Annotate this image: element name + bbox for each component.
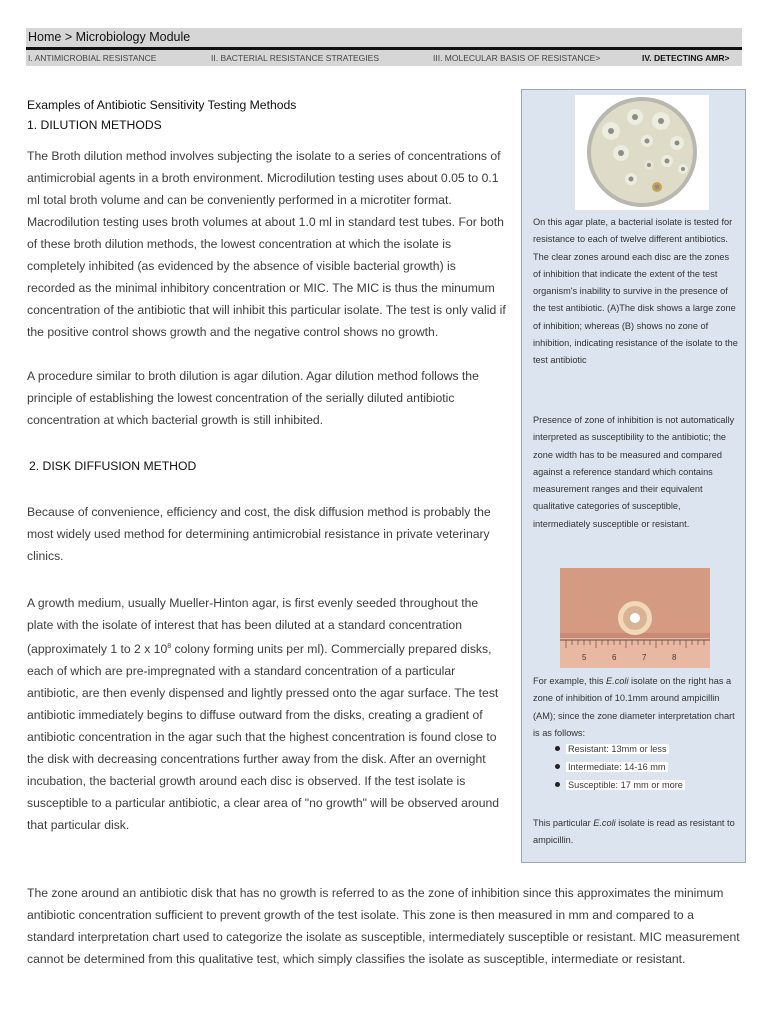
section-heading-dilution: 1. DILUTION METHODS <box>27 118 162 132</box>
ruler-label-7: 7 <box>642 653 647 662</box>
nav-detecting-amr[interactable]: IV. DETECTING AMR> <box>642 53 730 63</box>
sidebar-panel <box>521 89 746 863</box>
paragraph-broth-dilution: The Broth dilution method involves subjecting the isolate to a series of concentrations of antimicrobial agents in a broth environment. Microdilution testing uses about 0.05 to 0.1 ml total broth volume and can be conveniently performed in a microtiter format. Macrodilution testing uses broth volumes at about 1.0 ml in standard test tubes. For both of these broth dilution methods, the lowest concentration at which the isolate is completely inhibited (as evidenced by the absence of visible bacterial growth) is recorded as the minimal inhibitory concentration or MIC. The MIC is thus the minumum concentration of the antibiotic that will inhibit this particular isolate. The test is only valid if the positive control shows growth and the negative control shows no growth. <box>27 149 506 339</box>
list-item: Resistant: 13mm or less <box>555 740 739 758</box>
main-content <box>27 95 507 836</box>
section-nav <box>26 50 742 66</box>
breadcrumb[interactable]: Home > Microbiology Module <box>28 30 191 44</box>
caption-agar-plate: On this agar plate, a bacterial isolate is tested for resistance to each of twelve different antibiotics. The clear zones around each disc are the zones of inhibition that indicate the extent of the test organism's inability to survive in the presence of the test antibiotic. (A)The disk shows a large zone of inhibition; whereas (B) shows no zone of inhibition, indicating resistance of the isolate to the test antibiotic <box>533 217 738 366</box>
ecoli-zone-ruler-image <box>560 568 710 668</box>
paragraph-disk-convenience: Because of convenience, efficiency and cost, the disk diffusion method is probably the most widely used method for determining antimicrobial resistance in private veterinary clinics. <box>27 505 491 563</box>
list-item: Intermediate: 14-16 mm <box>555 758 739 776</box>
ruler-label-8: 8 <box>672 653 677 662</box>
caption-zone-interpretation: Presence of zone of inhibition is not automatically interpreted as susceptibility to the antibiotic; the zone width has to be measured and compared against a reference standard which contains measurement ranges and their equivalent qualitative categories of susceptible, intermediately susceptible or resistant. <box>533 415 735 529</box>
list-item: Susceptible: 17 mm or more <box>555 776 739 794</box>
nav-molecular-basis[interactable]: III. MOLECULAR BASIS OF RESISTANCE> <box>433 53 601 63</box>
section-heading-disk-diffusion: 2. DISK DIFFUSION METHOD <box>29 459 197 473</box>
interpretation-list <box>533 740 739 794</box>
ruler-label-6: 6 <box>612 653 617 662</box>
header-bar <box>26 28 742 48</box>
nav-antimicrobial-resistance[interactable]: I. ANTIMICROBIAL RESISTANCE <box>28 53 157 63</box>
paragraph-growth-medium: A growth medium, usually Mueller-Hinton agar, is first evenly seeded throughout the plate with the isolate of interest that has been diluted at a standard concentration (approximately 1 to 2 x $10^8$ colony forming units per ml). Commercially prepared disks, each of which are pre-impregnated with a standard concentration of a particular antibiotic, are then evenly dispensed and lightly pressed onto the agar surface. The test antibiotic immediately begins to diffuse outward from the disks, creating a gradient of antibiotic concentration in the agar such that the highest concentration is found close to the disk with decreasing concentrations further away from the disk. After an overnight incubation, the bacterial growth around each disc is observed. If the test isolate is susceptible to a particular antibiotic, a clear area of "no growth" will be observed around that particular disk. <box>27 596 500 833</box>
caption-ecoli-result: This particular E.coli isolate is read as resistant to ampicillin. <box>533 818 735 846</box>
paragraph-zone-of-inhibition: The zone around an antibiotic disk that has no growth is referred to as the zone of inhibition since this approximates the minimum antibiotic concentration sufficient to prevent growth of the test isolate. This zone is then measured in mm and compared to a standard interpretation chart used to categorize the isolate as susceptible, intermediately susceptible or resistant. MIC measurement cannot be determined from this qualitative test, which simply classifies the isolate as susceptible, intermediate or resistant. <box>27 886 740 966</box>
nav-bacterial-resistance-strategies[interactable]: II. BACTERIAL RESISTANCE STRATEGIES <box>211 53 379 63</box>
caption-ecoli-example: For example, this E.coli isolate on the right has a zone of inhibition of 10.1mm around ampicillin (AM); since the zone diameter interpretation chart is as follows: <box>533 676 735 738</box>
ruler-label-5: 5 <box>582 653 587 662</box>
page-title: Examples of Antibiotic Sensitivity Testing Methods <box>27 98 297 112</box>
agar-plate-image <box>575 95 709 210</box>
interpretation-list-wrap <box>533 740 739 794</box>
paragraph-agar-dilution: A procedure similar to broth dilution is agar dilution. Agar dilution method follows the principle of establishing the lowest concentration of the serially diluted antibiotic concentration at which bacterial growth is still inhibited. <box>27 369 479 427</box>
